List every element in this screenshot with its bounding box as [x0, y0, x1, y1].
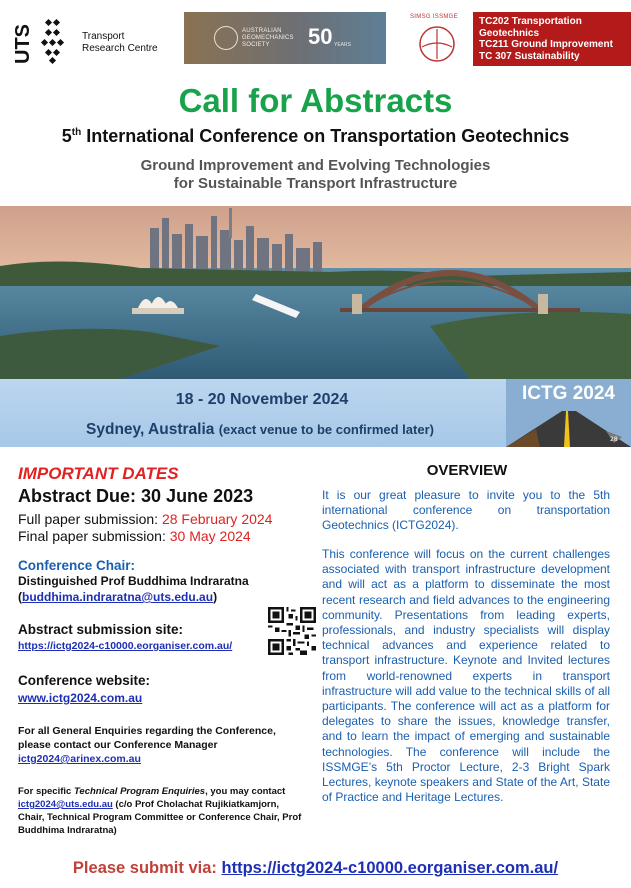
submit-link[interactable]: https://ictg2024-c10000.eorganiser.com.au/	[221, 859, 559, 877]
event-city: Sydney, Australia	[86, 421, 215, 438]
uts-centre-line2: Research Centre	[82, 43, 158, 54]
abstract-site-heading: Abstract submission site:	[18, 622, 184, 637]
ictg-badge-title: ICTG 2024	[522, 383, 615, 404]
header-logos	[0, 0, 631, 78]
submit-label: Please submit via:	[72, 859, 222, 877]
conference-theme	[0, 157, 631, 193]
uts-logo	[12, 14, 166, 66]
page-title: Call for Abstracts	[178, 82, 453, 119]
conference-title: International Conference on Transportation Geotechnics	[86, 126, 570, 146]
qr-code-icon[interactable]	[268, 607, 316, 655]
theme-line1: Ground Improvement and Evolving Technologies	[140, 157, 491, 174]
paren-close: )	[213, 590, 218, 604]
issmge-label: SIMSG ISSMGE	[410, 14, 458, 20]
tc-committees-box	[473, 12, 631, 66]
paren-open: (	[18, 590, 22, 604]
chair-name: Distinguished Prof Buddhima Indraratna	[18, 574, 249, 588]
conference-name	[0, 126, 631, 147]
general-enquiries-email[interactable]: ictg2024@arinex.com.au	[18, 753, 141, 765]
ags-line2: GEOMECHANICS	[242, 35, 294, 41]
tech-enq-email[interactable]: ictg2024@uts.edu.au	[18, 799, 113, 810]
ags-name	[242, 28, 294, 49]
ags-logo	[184, 12, 386, 64]
ags-years: YEARS	[334, 42, 351, 48]
chair-email-link[interactable]: buddhima.indraratna@uts.edu.au	[22, 590, 214, 604]
ags-50: 50	[308, 24, 333, 49]
issmge-logo	[404, 12, 474, 66]
website-link[interactable]: www.ictg2024.com.au	[18, 691, 143, 705]
overview-para2: This conference will focus on the current challenges associated with transport infrastructure development and will act as a platform to disseminate the most recent research and field advances to the engineering community. Presentations from leading experts, professionals, and industry specialists will display technical advances and experience related to transport infrastructure. Keynote and Invited lectures from world-renowned experts in transport infrastructure will add value to the technical skills of all participants. The conference will act as a platform for delegates to share the issues, knowledge transfer, and to learn the impact of emerging and sustainable technologies. The conference will include the ISSMGE’s 5th Proctor Lecture, 2-3 Bright Spark Lectures, keynote speakers and State of the Art, State of Practice and Heritage Lectures.	[322, 547, 610, 805]
overview-para1: It is our great pleasure to invite you to the 5th international conference on transportation Geotechnics (ICTG2024).	[322, 488, 610, 533]
final-paper-deadline	[18, 528, 251, 544]
uts-logo-text: UTS	[12, 24, 34, 64]
chair-heading: Conference Chair:	[18, 558, 136, 573]
submit-footer	[0, 859, 631, 878]
full-paper-deadline	[18, 511, 272, 527]
abstract-site-link[interactable]: https://ictg2024-c10000.eorganiser.com.au/	[18, 640, 233, 652]
uts-logo-mark	[12, 14, 68, 66]
ictg-badge	[506, 379, 631, 447]
conference-ordinal-suffix: th	[71, 127, 82, 138]
event-dates: 18 - 20 November 2024	[175, 391, 349, 408]
tech-enq-italic: Technical Program Enquiries	[73, 786, 206, 797]
overview-heading: OVERVIEW	[426, 462, 508, 479]
road-perspective-icon	[506, 407, 631, 447]
sydney-harbour-photo	[0, 206, 631, 379]
issmge-emblem-icon	[418, 25, 456, 63]
tech-enq-mid: , you may contact	[205, 786, 286, 797]
tech-enq-pre: For specific	[18, 786, 74, 797]
event-venue	[0, 421, 520, 439]
website-heading: Conference website:	[18, 673, 151, 688]
abstract-site-line	[18, 640, 232, 652]
tech-enq-post: (c/o Prof Cholachat Rujikiatkamjorn, Chair, Technical Program Committee or Conference Chair, Prof Buddhima Indraratna)	[18, 799, 302, 836]
ags-seal-icon	[214, 26, 238, 50]
tc-line: Geotechnics	[479, 27, 540, 39]
abstract-due-date: 30 June 2023	[141, 486, 254, 506]
general-enquiries	[18, 724, 298, 766]
theme-line2: for Sustainable Transport Infrastructure	[173, 175, 458, 192]
full-paper-date: 28 February 2024	[161, 511, 273, 527]
chair-email-line	[18, 590, 217, 604]
tc-line: TC211 Ground Improvement	[479, 39, 613, 50]
abstract-due	[18, 486, 253, 507]
important-dates-heading: IMPORTANT DATES	[18, 464, 179, 483]
uts-centre-line1: Transport	[82, 31, 125, 42]
tc-line: TC202 Transportation	[479, 16, 582, 27]
technical-enquiries	[18, 785, 308, 837]
venue-note: (exact venue to be confirmed later)	[218, 422, 434, 437]
road-sign-number: 28	[610, 436, 618, 443]
ags-line1: AUSTRALIAN	[242, 28, 282, 34]
final-paper-date: 30 May 2024	[169, 528, 251, 544]
final-paper-label: Final paper submission:	[18, 528, 170, 544]
full-paper-label: Full paper submission:	[18, 511, 162, 527]
uts-centre-name	[82, 31, 158, 55]
abstract-due-label: Abstract Due:	[18, 486, 142, 506]
general-enquiries-text: For all General Enquiries regarding the Conference, please contact our Conference Manager	[18, 725, 276, 751]
website-line	[18, 691, 142, 705]
conference-ordinal: 5	[61, 126, 72, 146]
tc-line: TC 307 Sustainability	[479, 50, 580, 62]
ags-line3: SOCIETY	[242, 42, 270, 48]
